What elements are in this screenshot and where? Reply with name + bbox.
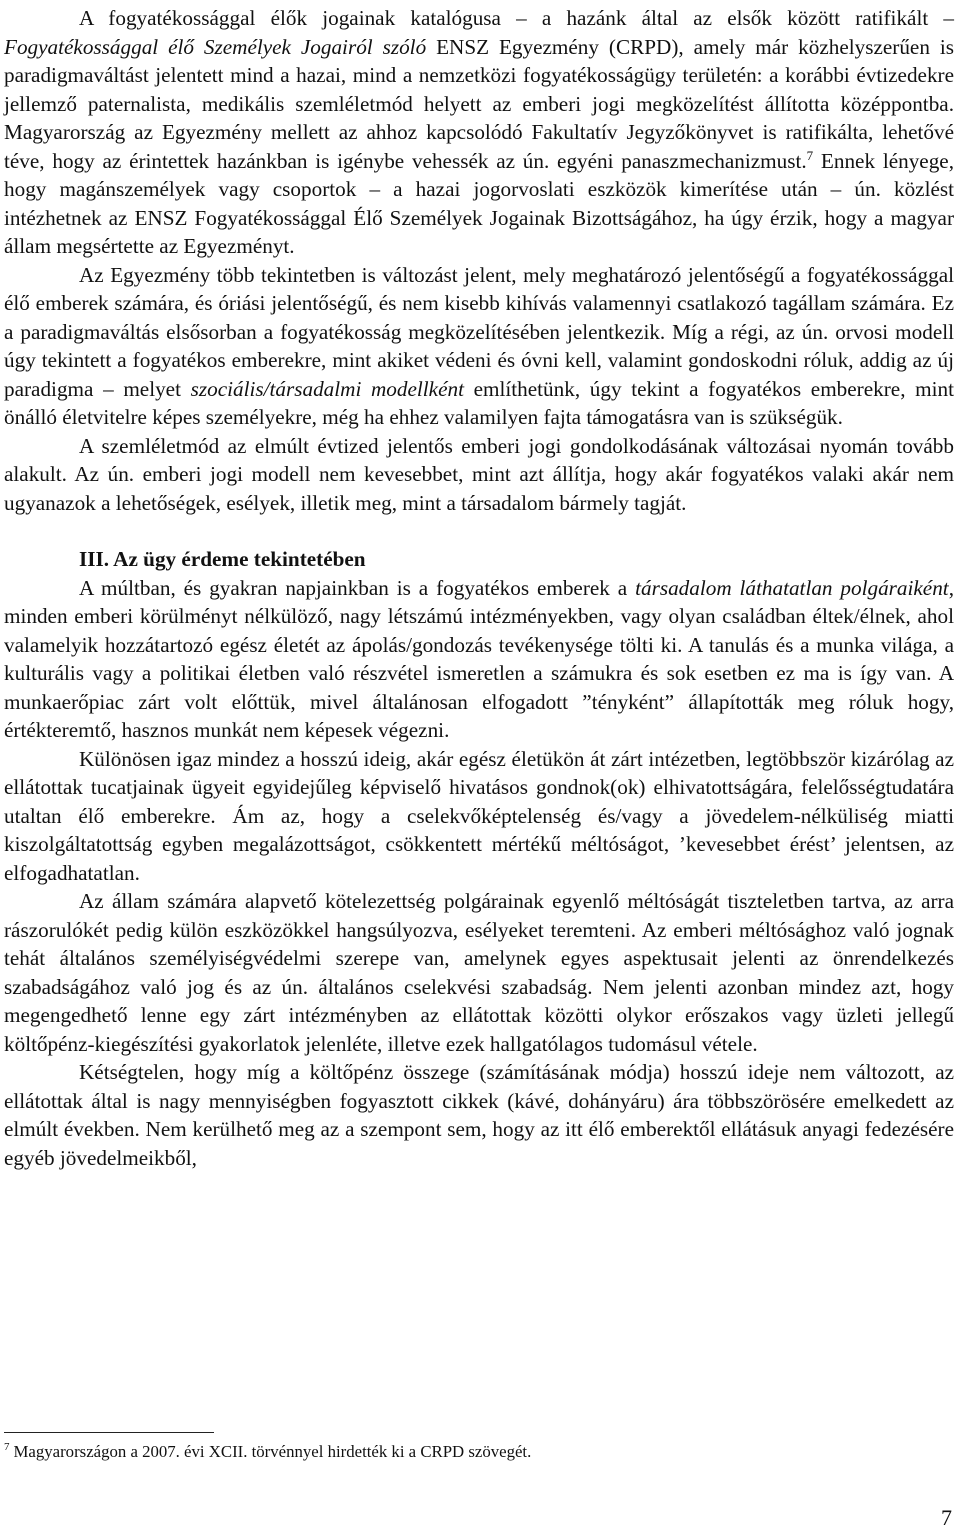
paragraph	[4, 4, 954, 261]
footnote	[4, 1441, 944, 1463]
paragraph	[4, 432, 954, 518]
paragraph	[4, 1058, 954, 1172]
footnote-text: Magyarországon a 2007. évi XCII. törvénnyel hirdették ki a CRPD szövegét.	[13, 1442, 532, 1461]
text-run: ENSZ Egyezmény (CRPD), amely már közhelyszerűen is paradigmaváltást jelentett mind a hazai, mind a nemzetközi fogyatékosságügy területén: a korábbi évtizedekre jellemző paternalista, medikális szemléletmód helyett az emberi jogi megközelítést állította középpontba. Magyarország az Egyezmény mellett az ahhoz kapcsolódó Fakultatív Jegyzőkönyvet is ratifikálta, lehetővé téve, hogy az érintettek hazánkban is igénybe vehessék az ún. egyéni panaszmechanizmust.	[4, 34, 954, 173]
page-number: 7	[941, 1505, 952, 1530]
section-heading: III. Az ügy érdeme tekintetében	[79, 547, 366, 571]
text-run: említhetünk, úgy tekint a fogyatékos emberekre, mint önálló életvitelre képes személyekre, még ha ehhez valamilyen fajta támogatásra van is szükségük.	[4, 376, 954, 429]
italic-text: szociális/társadalmi modellként	[190, 376, 464, 401]
body-text	[4, 4, 954, 1172]
footnote-reference: 7	[806, 147, 814, 163]
text-run: Az Egyezmény több tekintetben is változást jelent, mely meghatározó jelentőségű a fogyatékossággal élő emberek számára, és óriási jelentőségű, és nem kisebb kihívás valamennyi csatlakozó tagállam számára. Ez a paradigmaváltás elsősorban a fogyatékosság megközelítésében jelentkezik. Míg a régi, az ún. orvosi modell úgy tekintett a fogyatékos emberekre, mint akiket védeni és óvni kell, valamint gondoskodni róluk, addig az új paradigma – melyet	[4, 262, 954, 401]
paragraph	[4, 745, 954, 888]
text-run: Az állam számára alapvető kötelezettség polgárainak egyenlő méltóságát tiszteletben tartva, az arra rászorulókét pedig külön eszközökkel hangsúlyozva, esélyeket teremteni. Az emberi méltósághoz való jognak tehát általános személyiségvédelmi szerepe van, amelynek egyes aspektusait jelenti az önrendelkezés szabadságához való jog és az ún. általános cselekvési szabadság. Nem jelenti azonban mindez azt, hogy megengedhető lenne egy zárt intézményben az ellátottak közötti olykor erőszakos vagy üzleti jellegű költőpénz-kiegészítési gyakorlatok jelenléte, illetve ezek hallgatólagos tudomásul vétele.	[4, 889, 954, 1056]
text-run: Különösen igaz mindez a hosszú ideig, akár egész életükön át zárt intézetben, legtöbbször kizárólag az ellátottak tucatjainak ügyeit egyidejűleg képviselő hivatásos gondnok(ok) elhivatottságára, felelősségtudatára utaltan élő emberekre. Ám az, hogy a cselekvőképtelenség és/vagy a jövedelem-nélküliség miatti kiszolgáltatottság egyben megalázottságot, csökkentett mértékű méltóságot, ’kevesebbet érést’ jelentsen, az elfogadhatatlan.	[4, 746, 954, 885]
paragraph	[4, 574, 954, 745]
text-run: A fogyatékossággal élők jogainak katalógusa – a hazánk által az elsők között ratifikált –	[79, 6, 954, 30]
text-run: A szemléletmód az elmúlt évtized jelentős emberi jogi gondolkodásának változásai nyomán tovább alakult. Az ún. emberi jogi modell nem kevesebbet, mint azt állítja, hogy akár fogyatékos valaki akár nem ugyanazok a lehetőségek, esélyek, illetik meg, mint a társadalom bármely tagját.	[4, 433, 954, 515]
italic-text: társadalom láthatatlan polgáraiként	[635, 575, 949, 600]
paragraph	[4, 887, 954, 1058]
text-run: A múltban, és gyakran napjainkban is a fogyatékos emberek a	[79, 575, 636, 600]
text-run: , minden emberi körülményt nélkülöző, nagy létszámú intézményekben, vagy olyan családban éltek/élnek, ahol valamelyik hozzátartozó egész életét az ápolás/gondozás tevékenysége tölti ki. A tanulás és a munka világa, a kulturális vagy a politikai életben való részvétel ismeretlen a számukra és sok esetben ez ma is így van. A munkaerőpiac zárt volt előttük, mivel általánosan elfogadott ”tényként” állapították meg róluk hogy, értékteremtő, hasznos munkát nem képesek végezni.	[4, 575, 954, 742]
footnote-number: 7	[4, 1441, 10, 1454]
text-run: Kétségtelen, hogy míg a költőpénz összege (számításának módja) hosszú ideje nem változott, az ellátottak által is nagy mennyiségben fogyasztott cikkek (kávé, dohányáru) ára többszörösére emelkedett az elmúlt években. Nem kerülhető meg az a szempont sem, hogy az itt élő emberektől ellátásuk anyagi fedezésére egyéb jövedelmeikből,	[4, 1060, 954, 1170]
italic-text: Fogyatékossággal élő Személyek Jogairól szóló	[4, 34, 427, 59]
paragraph	[4, 261, 954, 432]
text-run: Ennek lényege, hogy magánszemélyek vagy csoportok – a hazai jogorvoslati eszközök kimerítése után – ún. közlést intézhetnek az ENSZ Fogyatékossággal Élő Személyek Jogainak Bizottságához, ha úgy érzik, hogy a magyar állam megsértette az Egyezményt.	[4, 148, 954, 258]
footnote-separator	[4, 1432, 214, 1433]
